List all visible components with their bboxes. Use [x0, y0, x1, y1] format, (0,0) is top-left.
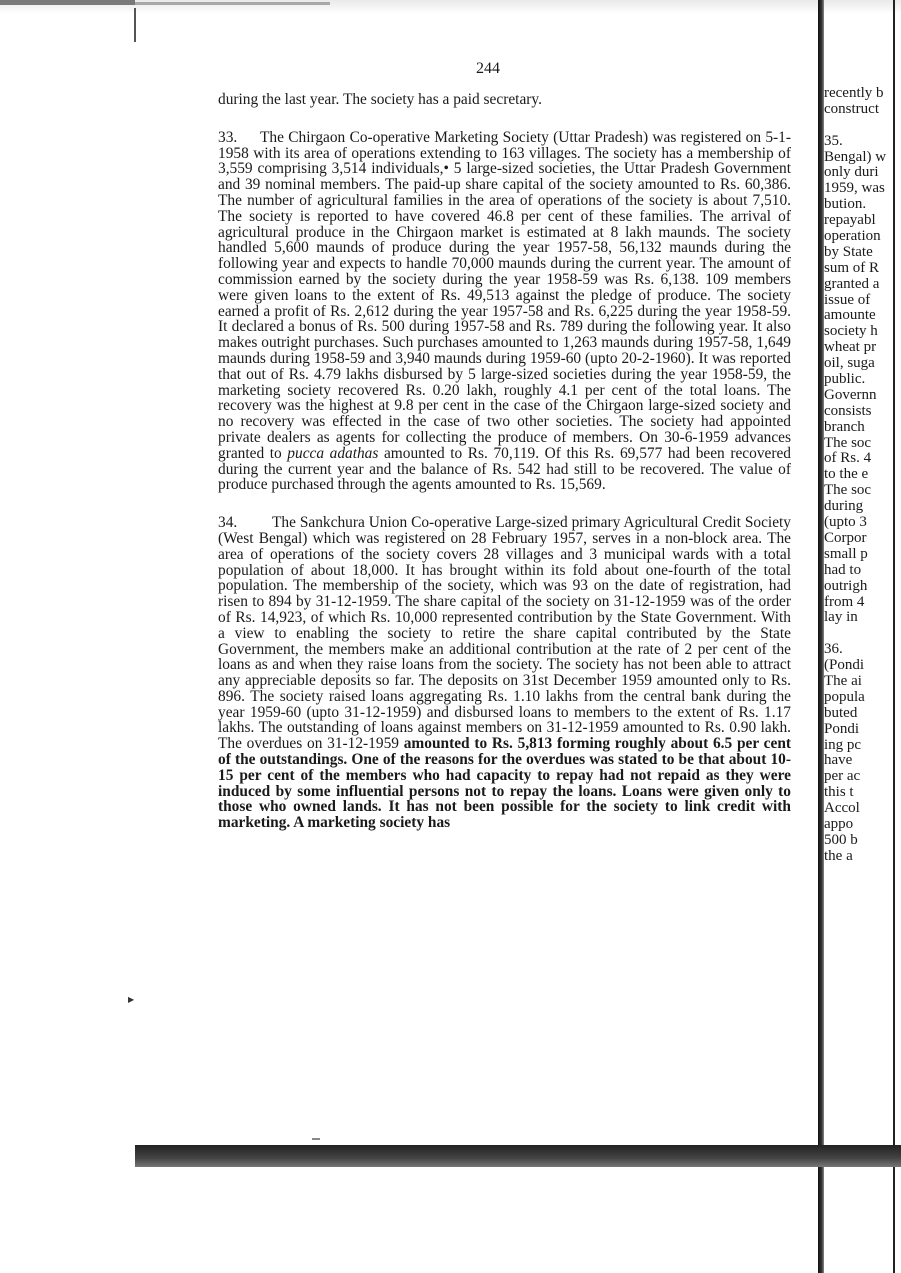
facing-page-line: 1959, was: [824, 181, 885, 197]
paragraph-text-end: amounted to Rs. 70,119. Of this Rs. 69,577 had been recovered during the current year and the balance of Rs. 542 had still to be recovered. The value of produce purchased through the agents amounted to Rs. 15,569.: [218, 444, 791, 494]
facing-page-line: issue of: [824, 292, 871, 308]
intro-line: during the last year. The society has a paid secretary.: [218, 91, 542, 108]
facing-page-line: bution.: [824, 197, 867, 213]
facing-page-line: 36.: [824, 642, 843, 658]
facing-page-line: Accol: [824, 801, 860, 817]
facing-page-line: Bengal) w: [824, 149, 887, 165]
facing-page-line: per ac: [824, 769, 861, 785]
facing-page-line: [824, 118, 894, 134]
paragraph-number: 34.: [218, 514, 238, 532]
facing-page-line: consists: [824, 403, 872, 419]
main-text-column: [218, 92, 791, 831]
paragraph-34: [218, 515, 791, 831]
facing-page-line: oil, suga: [824, 356, 875, 372]
facing-page-line: only duri: [824, 165, 879, 181]
facing-page-line: this t: [824, 785, 854, 801]
facing-page-line: granted a: [824, 276, 880, 292]
facing-page-line: small p: [824, 546, 868, 562]
facing-page-line: [824, 626, 894, 642]
facing-page-line: appo: [824, 816, 854, 832]
facing-page-line: have: [824, 753, 853, 769]
paragraph-text: The Sankchura Union Co-operative Large-sized primary Agricultural Credit Society (West Bengal) which was registered on 28 February 1957, serves in a non-block area. The area of operations of the society covers 28 villages and 3 municipal wards with a total population of about 18,000. It has brought within its fold about one-fourth of the total population. The membership of the society, which was 93 on the date of registration, had risen to 894 by 31-12-1959. The share capital of the society on 31-12-1959 was of the order of Rs. 14,923, of which Rs. 10,000 represented contribution by the State Government. With a view to enabling the society to retire the share capital contributed by the State Government, the members make an additional contribution at the rate of 2 per cent of the loans as and when they raise loans from the society. The society has not been able to attract any appreciable deposits so far. The deposits on 31st December 1959 amounted only to Rs. 896. The society raised loans aggregating Rs. 1.10 lakhs from the central bank during the year 1959-60 (upto 31-12-1959) and disbursed loans to members to the extent of Rs. 1.17 lakhs. The outstanding of loans against members on 31-12-1959 amounted to Rs. 0.90 lakh. The overdues on 31-12-1959: [218, 514, 791, 753]
facing-page-line: had to: [824, 562, 862, 578]
facing-page-line: Corpor: [824, 530, 867, 546]
facing-page-line: during: [824, 499, 864, 515]
facing-page-line: the a: [824, 848, 853, 864]
facing-page-line: wheat pr: [824, 340, 877, 356]
facing-page-line: buted: [824, 705, 858, 721]
facing-page-line: (Pondi: [824, 658, 865, 674]
top-edge-dark: [0, 0, 135, 5]
gutter-tick: [134, 8, 136, 42]
bottom-edge-shadow: [135, 1145, 901, 1167]
facing-page-line: Governn: [824, 387, 877, 403]
facing-page-line: operation: [824, 229, 881, 245]
italic-term: pucca adathas: [287, 444, 379, 462]
facing-page-line: public.: [824, 372, 866, 388]
facing-page-line: from 4: [824, 594, 865, 610]
margin-mark: ▶: [128, 995, 135, 1004]
facing-page-line: by State: [824, 244, 873, 260]
facing-page-line: lay in: [824, 610, 858, 626]
facing-page-line: The ai: [824, 673, 862, 689]
facing-page-line: construct: [824, 101, 879, 117]
paragraph-33: [218, 130, 791, 493]
facing-page-line: sum of R: [824, 260, 880, 276]
facing-page-line: 35.: [824, 133, 843, 149]
facing-page-line: recently b: [824, 86, 884, 101]
facing-page-line: The soc: [824, 483, 872, 499]
top-edge-mid: [135, 2, 330, 5]
facing-page-lines: [824, 86, 894, 865]
facing-page-line: popula: [824, 689, 865, 705]
paragraph-number: 33.: [218, 128, 238, 146]
facing-page-line: branch: [824, 419, 865, 435]
paragraph-text: The Chirgaon Co-operative Marketing Society (Uttar Pradesh) was registered on 5-1-1958 with its area of operations extending to 163 villages. The society has a membership of 3,559 comprising 3,514 individuals,• 5 large-sized societies, the Uttar Pradesh Government and 39 nominal members. The paid-up share capital of the society amounted to Rs. 60,386. The number of agricultural families in the area of operations of the society is about 7,510. The society is reported to have covered 46.8 per cent of these families. The arrival of agricultural produce in the Chirgaon market is estimated at 8 lakh maunds. The society handled 5,600 maunds of produce during the year 1957-58, 56,132 maunds during the following year and expects to handle 70,000 maunds during the current year. The amount of commission earned by the society during the year 1958-59 was Rs. 6,138. 109 members were given loans to the extent of Rs. 49,513 against the pledge of produce. The society earned a profit of Rs. 2,612 during the year 1957-58 and Rs. 6,225 during the year 1958-59. It declared a bonus of Rs. 500 during 1957-58 and Rs. 789 during the following year. It also makes outright purchases. Such purchases amounted to 1,263 maunds during 1957-58, 1,649 maunds during 1958-59 and 3,940 maunds during 1959-60 (upto 20-2-1960). It was reported that out of Rs. 4.79 lakhs disbursed by 5 large-sized societies during the year 1958-59, the marketing society recovered Rs. 0.20 lakh, roughly 4.1 per cent of the total loans. The recovery was the highest at 9.8 per cent in the case of the Chirgaon large-sized society and no recovery was effected in the case of two other societies. The society had appointed private dealers as agents for collecting the produce of members. On 30-6-1959 advances granted to: [218, 128, 791, 462]
facing-page-line: Pondi: [824, 721, 860, 737]
facing-page-line: The soc: [824, 435, 872, 451]
facing-page-line: society h: [824, 324, 878, 340]
facing-page-line: (upto 3: [824, 515, 867, 531]
page-number: 244: [476, 60, 500, 77]
facing-page-line: amounte: [824, 308, 876, 324]
facing-page-line: ing pc: [824, 737, 862, 753]
facing-page-line: repayabl: [824, 213, 876, 229]
facing-page-line: 500 b: [824, 832, 858, 848]
facing-page-edge: [818, 0, 901, 1273]
facing-page-line: outrigh: [824, 578, 868, 594]
paragraph-bold-text: amounted to Rs. 5,813 forming roughly about 6.5 per cent of the outstandings. One of the reasons for the overdues was stated to be that about 10-15 per cent of the members who had capacity to repay had not repaid as they were induced by some influential persons not to repay the loans. Loans were given only to those who owned lands. It has not been possible for the society to link credit with marketing. A marketing society has: [218, 735, 791, 832]
facing-page-line: to the e: [824, 467, 869, 483]
facing-page-line: of Rs. 4: [824, 451, 872, 467]
scan-speck: [312, 1138, 320, 1140]
